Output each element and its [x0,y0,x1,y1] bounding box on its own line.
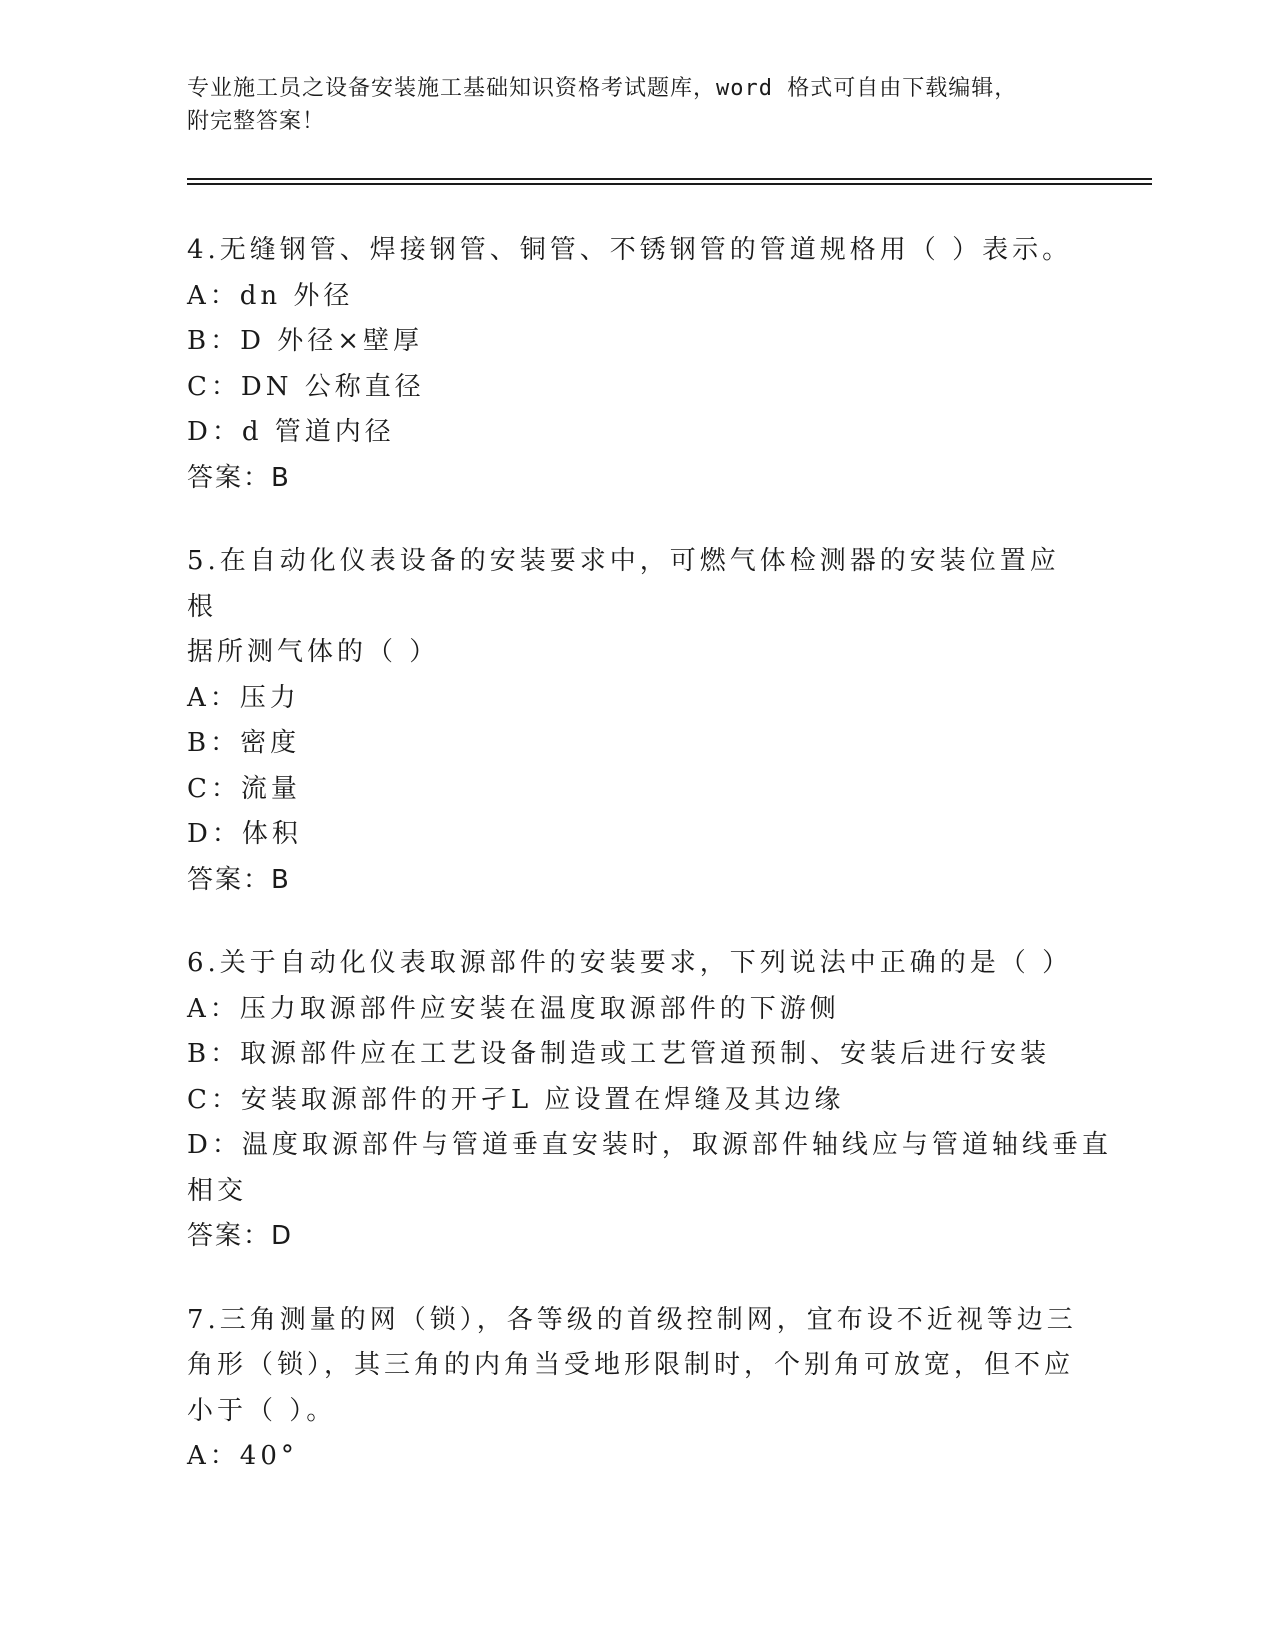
question-list [187,228,1112,1518]
header-divider-bottom [187,183,1152,185]
question-stem [187,228,1087,274]
option-b: B：取源部件应在工艺设备制造或工艺管道预制、安装后进行安装 [187,1039,1051,1069]
question-5 [187,539,1087,903]
option-c: C：DN 公称直径 [187,371,425,402]
stem-line: 据所测气体的（ ） [187,637,440,667]
option-a: A：压力 [187,682,300,713]
question-stem [187,539,1087,676]
header-line-1: 专业施工员之设备安装施工基础知识资格考试题库，word 格式可自由下载编辑， [187,76,1018,101]
option-d-continuation: 相交 [187,1175,248,1206]
stem-line: 5.在自动化仪表设备的安装要求中，可燃气体检测器的安装位置应根 [187,546,1060,622]
question-stem [187,1298,1087,1435]
document-header [187,72,1087,138]
stem-line: 4.无缝钢管、焊接钢管、铜管、不锈钢管的管道规格用（ ）表示。 [187,235,1073,265]
question-stem [187,941,1087,987]
option-a: A：压力取源部件应安装在温度取源部件的下游侧 [187,993,840,1024]
option-b: B：密度 [187,728,301,758]
option-c: C：安装取源部件的开孑L 应设置在焊缝及其边缘 [187,1084,845,1115]
stem-line: 角形（锁），其三角的内角当受地形限制时，个别角可放宽，但不应 [187,1350,1075,1380]
option-d: D：体积 [187,819,302,849]
question-7 [187,1298,1087,1480]
stem-line: 7.三角测量的网（锁），各等级的首级控制网，宜布设不近视等边三 [187,1304,1077,1335]
question-4 [187,228,1087,501]
answer: 答案：B [187,864,291,895]
option-b: B：D 外径×壁厚 [187,326,424,356]
question-6 [187,941,1112,1260]
option-d: D：d 管道内径 [187,417,395,447]
stem-line: 小于（ ）。 [187,1395,337,1426]
stem-line: 6.关于自动化仪表取源部件的安装要求，下列说法中正确的是（ ） [187,948,1073,978]
option-a: A：dn 外径 [187,280,354,311]
answer: 答案：B [187,462,291,493]
header-line-2: 附完整答案！ [187,109,326,134]
option-a: A：40° [187,1441,298,1471]
option-c: C：流量 [187,773,301,804]
header-divider-top [187,178,1152,180]
answer: 答案：D [187,1221,294,1251]
option-d: D：温度取源部件与管道垂直安装时，取源部件轴线应与管道轴线垂直 [187,1130,1112,1160]
